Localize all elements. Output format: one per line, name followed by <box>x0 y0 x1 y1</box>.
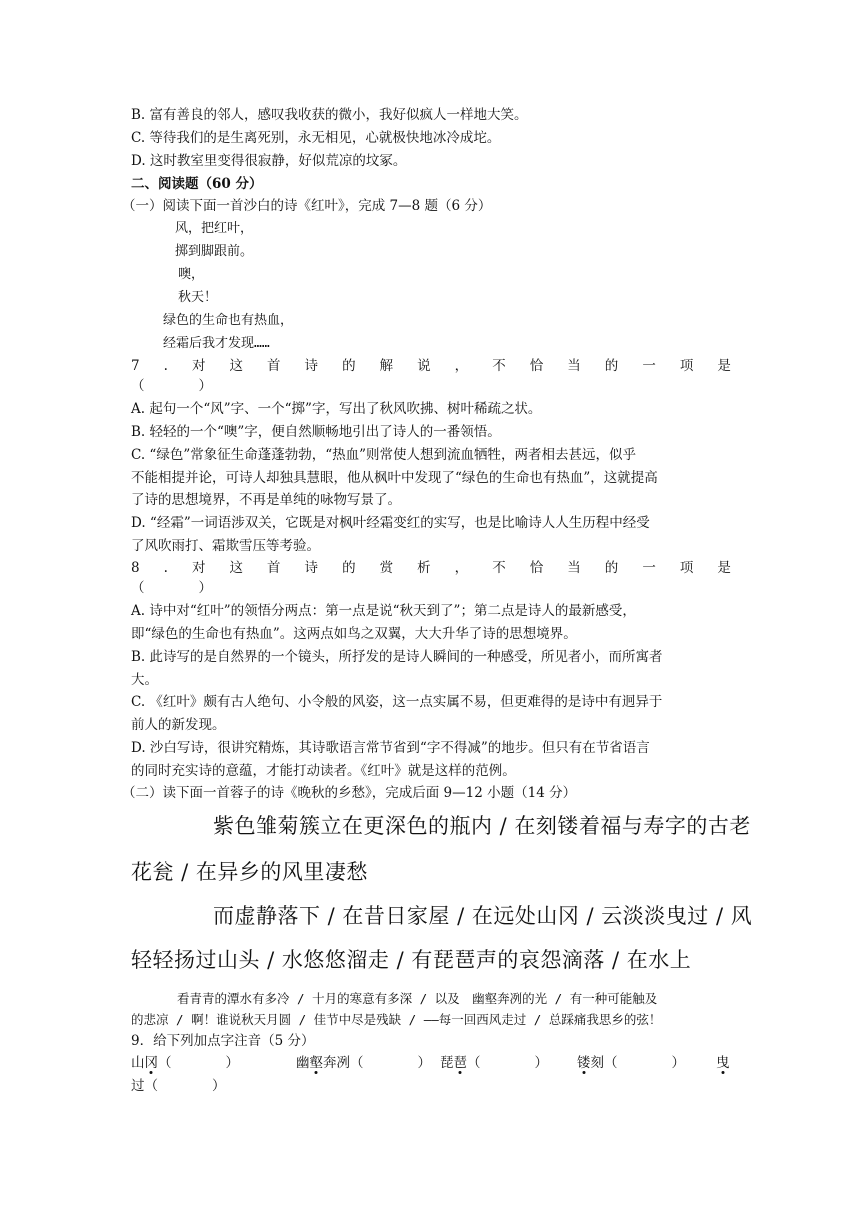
poem2-line-2: 花瓮 / 在异乡的风里凄愁 <box>131 860 368 884</box>
poem-line: 掷到脚跟前。 <box>175 244 254 259</box>
stem-char: 析 <box>417 560 431 576</box>
phonetic-item <box>131 1053 239 1073</box>
q7-option-a: A. 起句一个“风”字、一个“掷”字，写出了秋风吹拂、树叶稀疏之状。 <box>131 401 542 417</box>
stem-char: 是 <box>717 560 731 576</box>
item-char: 山 <box>131 1055 145 1071</box>
item-char: 刻 <box>590 1055 604 1071</box>
stem-char: 的 <box>604 358 619 374</box>
phonetic-item <box>296 1053 431 1073</box>
stem-char: 诗 <box>304 358 319 374</box>
stem-char: 是 <box>717 358 731 374</box>
q8-option-a: A. 诗中对“红叶”的领悟分两点：第一点是说“秋天到了”；第二点是诗人的最新感受， <box>131 603 636 619</box>
stem-char: 赏 <box>379 560 394 576</box>
item-char: 幽 <box>296 1055 310 1071</box>
phonetic-item <box>131 1076 226 1096</box>
option-c-line: C. 等待我们的是生离死别，永无相见，心就极快地冰冷成坨。 <box>131 130 501 146</box>
stem-char: 不 <box>492 560 506 576</box>
stem-char: 说 <box>417 358 431 374</box>
stem-char: 诗 <box>304 560 319 576</box>
q8-option-a-cont: 即“绿色的生命也有热血”。这两点如鸟之双翼，大大升华了诗的思想境界。 <box>131 626 577 642</box>
poem-line: 噢， <box>178 267 205 282</box>
answer-blank[interactable]: （ ） <box>467 1055 548 1071</box>
stem-char: 当 <box>567 358 581 374</box>
item-char: 过 <box>131 1078 145 1094</box>
stem-char: 当 <box>567 560 581 576</box>
question-8-stem <box>131 558 731 578</box>
phonetic-item <box>577 1053 685 1073</box>
q7-option-d-cont: 了风吹雨打、霜欺雪压等考验。 <box>131 538 320 554</box>
answer-blank[interactable]: （ ） <box>158 1055 239 1071</box>
option-b-line: B. 富有善良的邻人，感叹我收获的微小，我好似疯人一样地大笑。 <box>131 107 528 123</box>
question-7-stem <box>131 356 731 376</box>
phonetic-item <box>440 1053 548 1073</box>
q8-option-d-cont: 的同时充实诗的意蕴，才能打动读者。《红叶》就是这样的范例。 <box>131 763 516 779</box>
poem-line: 秋天！ <box>178 290 218 305</box>
stem-char: . <box>163 358 168 374</box>
stem-char: 项 <box>679 358 694 374</box>
q7-option-c: C. “绿色”常象征生命蓬蓬勃勃，“热血”则常使人想到流血牺牲，两者相去甚远，似乎 <box>131 447 637 463</box>
stem-char: 恰 <box>529 358 544 374</box>
part-two-instruction: （二）读下面一首蓉子的诗《晚秋的乡愁》，完成后面 9—12 小题（14 分） <box>122 785 577 801</box>
q8-option-b: B. 此诗写的是自然界的一个镜头，所抒发的是诗人瞬间的一种感受，所见者小，而所寓者 <box>131 649 663 665</box>
q8-option-c: C. 《红叶》颇有古人绝句、小令般的风姿，这一点实属不易，但更难得的是诗中有迥异于 <box>131 694 663 710</box>
phonetic-item <box>716 1053 730 1073</box>
answer-blank[interactable]: （ ） <box>144 1078 226 1094</box>
q8-option-d: D. 沙白写诗，很讲究精炼，其诗歌语言常节省到“字不得减”的地步。但只有在节省语言 <box>131 740 650 756</box>
poem2-line-3: 而虚静落下 / 在昔日家屋 / 在远处山冈 / 云淡淡曳过 / 风 <box>213 904 753 928</box>
item-char: 奔冽 <box>323 1055 350 1071</box>
stem-char: 一 <box>642 560 656 576</box>
stem-char: 首 <box>267 560 281 576</box>
poem2-line-1: 紫色雏菊簇立在更深色的瓶内 / 在刻镂着福与寿字的古老 <box>213 814 751 838</box>
stem-char: 的 <box>342 358 356 374</box>
q8-option-c-cont: 前人的新发现。 <box>131 717 226 733</box>
stem-char: 的 <box>342 560 356 576</box>
poem2-line-4: 轻轻扬过山头 / 水悠悠溜走 / 有琵琶声的哀怨滴落 / 在水上 <box>131 948 692 972</box>
answer-blank[interactable]: （ ） <box>131 580 212 596</box>
stem-char: 解 <box>379 358 394 374</box>
option-d-line: D. 这时教室里变得很寂静，好似荒凉的坟冢。 <box>131 153 407 169</box>
q7-option-d: D. “经霜”一词语涉双关，它既是对枫叶经霜变红的实写，也是比喻诗人人生历程中经受 <box>131 515 650 531</box>
q7-option-c-cont: 不能相提并论，可诗人却独具慧眼，他从枫叶中发现了“绿色的生命也有热血”，这就提高 <box>131 470 658 486</box>
q8-option-b-cont: 大。 <box>131 672 158 688</box>
q7-option-b: B. 轻轻的一个“噢”字，便自然顺畅地引出了诗人的一番领悟。 <box>131 424 501 440</box>
stem-char: 首 <box>267 358 281 374</box>
dotted-char: 冈 <box>144 1055 158 1071</box>
answer-blank[interactable]: （ ） <box>350 1055 431 1071</box>
stem-char: 一 <box>642 358 656 374</box>
section-heading: 二、阅读题（60 分） <box>131 176 263 192</box>
stem-char: 恰 <box>529 560 544 576</box>
dotted-char: 曳 <box>716 1055 730 1071</box>
stem-char: 项 <box>679 560 694 576</box>
stem-char: 的 <box>604 560 619 576</box>
question-9-title: 9．给下列加点字注音（5 分） <box>131 1033 315 1049</box>
poem-line: 绿色的生命也有热血， <box>163 313 294 328</box>
dotted-char: 壑 <box>309 1055 323 1071</box>
stem-char: 这 <box>229 560 243 576</box>
item-char: 琵 <box>440 1055 454 1071</box>
stem-char: 对 <box>191 560 206 576</box>
stem-char: 8 <box>131 560 140 576</box>
answer-blank[interactable]: （ ） <box>604 1055 685 1071</box>
poem-line: 经霜后我才发现…… <box>163 336 270 351</box>
stem-char: ， <box>454 358 469 374</box>
poem-line: 风，把红叶， <box>175 221 254 236</box>
dotted-char: 琶 <box>453 1055 467 1071</box>
stem-char: 对 <box>191 358 206 374</box>
answer-blank[interactable]: （ ） <box>131 378 212 394</box>
poem2-small-line-1: 看青青的潭水有多冷 / 十月的寒意有多深 / 以及 幽壑奔冽的光 / 有一种可能触及 <box>177 991 658 1006</box>
poem2-small-line-2: 的悲凉 / 啊！谁说秋天月圆 / 佳节中尽是残缺 / ——每一回西风走过 / 总踩痛我思乡的弦！ <box>131 1012 662 1027</box>
part-one-instruction: （一）阅读下面一首沙白的诗《红叶》，完成 7—8 题（6 分） <box>122 198 492 214</box>
q7-option-c-cont: 了诗的思想境界，不再是单纯的咏物写景了。 <box>131 492 401 508</box>
stem-char: ， <box>454 560 469 576</box>
stem-char: 不 <box>492 358 506 374</box>
stem-char: 7 <box>131 358 140 374</box>
stem-char: . <box>163 560 168 576</box>
stem-char: 这 <box>229 358 243 374</box>
dotted-char: 镂 <box>577 1055 591 1071</box>
